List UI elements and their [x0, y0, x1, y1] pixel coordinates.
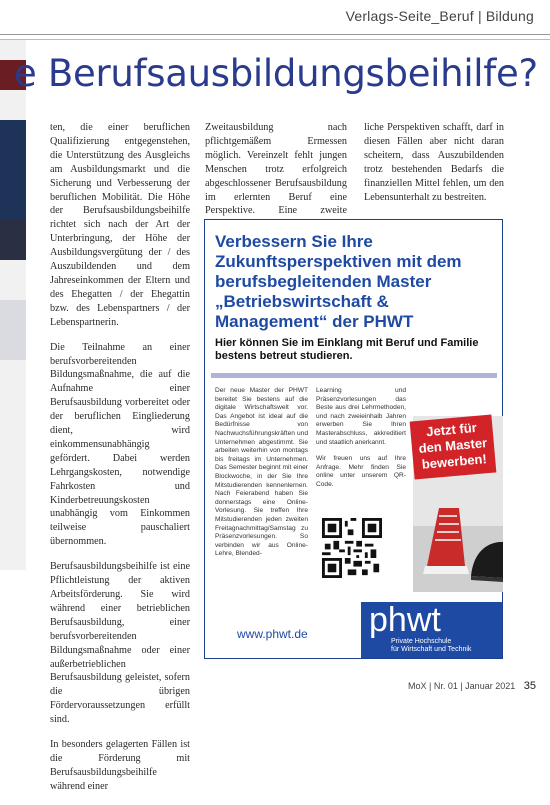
ad-title: Verbessern Sie Ihre Zukunftsperspektiven mit dem berufsbegleitenden Master „Betriebswirtschaft & Management“ der PHWT [215, 232, 462, 331]
apply-now-badge[interactable]: Jetzt für den Master bewerben! [410, 415, 497, 480]
paragraph: ten, die einer beruflichen Qualifizierung entgegenstehen, die Unterstützung des Ausgleichs am Ausbildungsmarkt und die Sicherung und Verbesserung der beruflichen Mobilität. Die Höhe der Berufsausbildungsbeihilfe richtet sich nach der Art der Unterbringung, der Höhe der Ausbildungsvergütung der / des Auszubildenden und dem Jahreseinkommen der Eltern und des Ehegatten / der Ehegattin bzw. des Lebenspartners / der Lebenspartnerin. [50, 122, 190, 328]
paragraph: In besonders gelagerten Fällen ist die Förderung mit Berufsausbildungsbeihilfe während einer [50, 739, 190, 792]
ad-paragraph: Learning und Präsenzvorlesungen das Beste aus drei Lehrmethoden, und nach zweieinhalb Jahren erwerben Sie Ihren Masterabschluss, akkreditiert und staatlich anerkannt. [316, 387, 406, 446]
paragraph: Zweitausbildung nach pflichtgemäßem Ermessen möglich. Vereinzelt fehlt jungen Menschen trotz erfolgreich abgeschlossener Berufsausbildung im erlernten Beruf eine Perspektive. Eine zweite [205, 122, 347, 217]
ad-subtitle: Hier können Sie im Einklang mit Beruf und Familie bestens betreut studieren. [215, 337, 479, 362]
ad-website-link[interactable]: www.phwt.de [237, 627, 308, 641]
qr-code-icon[interactable] [322, 518, 382, 578]
issue-label: MoX | Nr. 01 | Januar 2021 [407, 681, 516, 691]
ad-body-right [316, 387, 406, 498]
phwt-advertisement [204, 219, 503, 659]
article-column-3 [364, 121, 504, 215]
ad-body-left: Der neue Master der PHWT bereitet Sie bestens auf die digitale Wirtschaftswelt vor. Das Angebot ist ideal auf die Bedürfnisse von Nachwuchsführungskräften und Unternehmen abgestimmt. Sie arbeiten weiterhin von montags bis freitags im Unternehmen. Das Semester beginnt mit einer Blockwoche, in der Sie Ihre Mitstudierenden kennenlernen. Nach Feierabend haben Sie donnerstags eine Online-Vorlesung. Sie treffen Ihre Mitstudierenden jeden zweiten Freitagnachmittag/Samstag zu Präsenzvorlesungen. So verbinden wir aus Online-Lehre, Blended- [215, 387, 308, 558]
article-headline: e Berufsausbildungsbeihilfe? [14, 52, 538, 95]
article-column-1 [50, 121, 190, 805]
page-footer [408, 680, 536, 692]
ad-divider [211, 373, 497, 378]
paragraph: Die Teilnahme an einer berufsvorbereitenden Bildungsmaßnahme, die auf die Aufnahme einer Berufsausbildung vorbereitet oder der beruflichen Eingliederung dient, wird einkommensunabhängig gefördert. Dabei werden Lehrgangskosten, notwendige Fahrkosten und Kinderbetreuungskosten unabhängig vom Einkommen teilweise pauschaliert übernommen. [50, 341, 190, 548]
page-number: 35 [523, 680, 536, 692]
paragraph: Berufsausbildungsbeihilfe ist eine Pflichtleistung der aktiven Arbeitsförderung. Sie wird während einer betrieblichen Berufsausbildung, einer berufsvorbereitenden Bildungsmaßnahme oder einer außerbetrieblichen Berufsausbildung geleistet, sofern die übrigen Fördervoraussetzungen erfüllt sind. [50, 561, 190, 726]
phwt-logo: phwt Private Hochschule für Wirtschaft und Technik [361, 602, 502, 658]
cropped-photo [0, 40, 26, 570]
section-label: Verlags-Seite_Beruf | Bildung [345, 8, 534, 24]
header-divider [0, 34, 550, 35]
ad-paragraph: Wir freuen uns auf Ihre Anfrage. Mehr finden Sie online unter unserem QR-Code. [316, 455, 406, 488]
paragraph: liche Perspektiven schafft, darf in diesen Fällen aber nicht daran scheitern, dass Auszubildenden trotz bestehenden Bedarfs die finanziellen Mittel fehlen, um den Lebensunterhalt zu bestreiten. [364, 122, 504, 203]
